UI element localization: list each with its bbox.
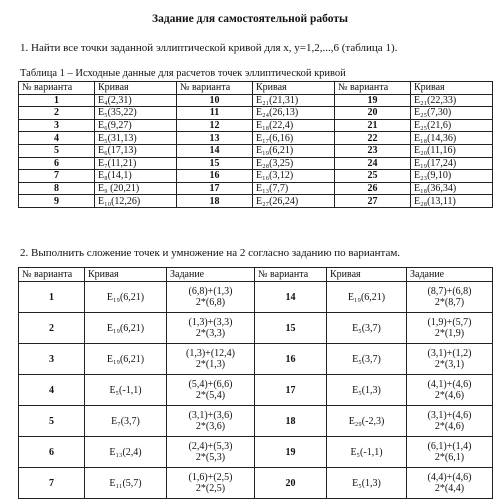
variant-number: 2 <box>19 107 95 120</box>
curve-cell: E₁₉(6,21) <box>85 282 167 313</box>
variant-number: 7 <box>19 468 85 499</box>
table-row <box>19 437 493 468</box>
task-addition: (8,7)+(6,8) <box>427 286 472 297</box>
task-cell <box>407 437 493 468</box>
task-addition: (4,1)+(4,6) <box>427 379 472 390</box>
curve-cell: E₂₅(21,6) <box>411 119 493 132</box>
variant-number: 18 <box>255 406 327 437</box>
table-2-header-cell: № варианта <box>19 268 85 282</box>
table-1-header-cell: № варианта <box>19 82 95 95</box>
task-cell <box>167 313 255 344</box>
task-doubling: 2*(3,6) <box>195 421 226 432</box>
table-1-caption: Таблица 1 – Исходные данные для расчетов точек эллиптической кривой <box>20 68 346 79</box>
task-cell <box>167 282 255 313</box>
curve-cell: E₂₃(9,10) <box>411 170 493 183</box>
task-cell <box>167 406 255 437</box>
curve-cell: E₂₇(26,24) <box>253 195 335 208</box>
table-1-header-cell: Кривая <box>95 82 177 95</box>
table-row <box>19 132 493 145</box>
task-cell <box>407 375 493 406</box>
variant-number: 4 <box>19 375 85 406</box>
curve-cell: E₁₈(22,4) <box>253 119 335 132</box>
curve-cell: E₂₄(26,13) <box>253 107 335 120</box>
table-row <box>19 406 493 437</box>
variant-number: 15 <box>255 313 327 344</box>
variant-number: 23 <box>335 144 411 157</box>
curve-cell: E₂₈(13,11) <box>411 195 493 208</box>
curve-cell: E₇(3,7) <box>85 406 167 437</box>
task-addition: (2,4)+(5,3) <box>188 441 233 452</box>
table-row <box>19 119 493 132</box>
table-1-header-cell: Кривая <box>253 82 335 95</box>
table-1 <box>18 81 493 208</box>
curve-cell: E₁₃(2,4) <box>85 437 167 468</box>
task-doubling: 2*(3,1) <box>434 359 465 370</box>
task-addition: (3,1)+(4,6) <box>427 410 472 421</box>
variant-number: 24 <box>335 157 411 170</box>
table-row <box>19 94 493 107</box>
variant-number: 22 <box>335 132 411 145</box>
curve-cell: E₁₃(7,7) <box>253 182 335 195</box>
curve-cell: E₁₈(14,36) <box>411 132 493 145</box>
task-cell <box>167 468 255 499</box>
curve-cell: E₅(-1,1) <box>327 437 407 468</box>
task-addition: (4,4)+(4,6) <box>427 472 472 483</box>
curve-cell: E₅(-1,1) <box>85 375 167 406</box>
task-cell <box>167 375 255 406</box>
task-cell <box>407 468 493 499</box>
task-cell <box>407 406 493 437</box>
curve-cell: E₂₁(21,31) <box>253 94 335 107</box>
variant-number: 25 <box>335 170 411 183</box>
curve-cell: E₂₁(22,33) <box>411 94 493 107</box>
curve-cell: E₁₉(6,21) <box>253 144 335 157</box>
table-1-header-cell: № варианта <box>177 82 253 95</box>
task-doubling: 2*(2,5) <box>195 483 226 494</box>
variant-number: 3 <box>19 119 95 132</box>
task-cell <box>167 344 255 375</box>
table-row <box>19 182 493 195</box>
curve-cell: E₄(2,31) <box>95 94 177 107</box>
curve-cell: E₂₀(11,16) <box>411 144 493 157</box>
curve-cell: E₂₉(-2,3) <box>327 406 407 437</box>
variant-number: 19 <box>335 94 411 107</box>
task-cell <box>167 437 255 468</box>
variant-number: 4 <box>19 132 95 145</box>
table-1-header-row <box>19 82 493 95</box>
task-doubling: 2*(1,9) <box>434 328 465 339</box>
variant-number: 26 <box>335 182 411 195</box>
table-row <box>19 344 493 375</box>
variant-number: 19 <box>255 437 327 468</box>
task-doubling: 2*(4,4) <box>434 483 465 494</box>
task-cell <box>407 282 493 313</box>
task-doubling: 2*(6,1) <box>434 452 465 463</box>
curve-cell: E₉ (20,21) <box>95 182 177 195</box>
variant-number: 8 <box>19 182 95 195</box>
table-row <box>19 107 493 120</box>
curve-cell: E₈(14,1) <box>95 170 177 183</box>
curve-cell: E₁₉(6,21) <box>85 313 167 344</box>
curve-cell: E₂₅(7,30) <box>411 107 493 120</box>
table-row <box>19 375 493 406</box>
table-row <box>19 157 493 170</box>
table-2-header-cell: Задание <box>167 268 255 282</box>
curve-cell: E₁₀(12,26) <box>95 195 177 208</box>
curve-cell: E₁₇(6,16) <box>253 132 335 145</box>
task-addition: (5,4)+(6,6) <box>188 379 233 390</box>
task-addition: (1,3)+(12,4) <box>186 348 235 359</box>
curve-cell: E₁₉(6,21) <box>85 344 167 375</box>
task-addition: (1,3)+(3,3) <box>188 317 233 328</box>
variant-number: 14 <box>177 144 253 157</box>
variant-number: 27 <box>335 195 411 208</box>
task-doubling: 2*(6,8) <box>195 297 226 308</box>
task-2-text: 2. Выполнить сложение точек и умножение на 2 согласно заданию по вариантам. <box>20 247 401 259</box>
curve-cell: E₇(11,21) <box>95 157 177 170</box>
variant-number: 7 <box>19 170 95 183</box>
variant-number: 15 <box>177 157 253 170</box>
curve-cell: E₅(1,3) <box>327 468 407 499</box>
table-1-header-cell: № варианта <box>335 82 411 95</box>
task-doubling: 2*(3,3) <box>195 328 226 339</box>
curve-cell: E₁₆(3,12) <box>253 170 335 183</box>
variant-number: 1 <box>19 282 85 313</box>
table-2-header-row <box>19 268 493 282</box>
variant-number: 17 <box>177 182 253 195</box>
curve-cell: E₆(9,27) <box>95 119 177 132</box>
curve-cell: E₆(17,13) <box>95 144 177 157</box>
task-addition: (1,6)+(2,5) <box>188 472 233 483</box>
variant-number: 16 <box>177 170 253 183</box>
task-addition: (3,1)+(1,2) <box>427 348 472 359</box>
variant-number: 14 <box>255 282 327 313</box>
variant-number: 11 <box>177 107 253 120</box>
table-2-header-cell: Кривая <box>85 268 167 282</box>
curve-cell: E₁₉(6,21) <box>327 282 407 313</box>
task-doubling: 2*(8,7) <box>434 297 465 308</box>
variant-number: 20 <box>255 468 327 499</box>
table-2 <box>18 267 493 499</box>
table-1-header-cell: Кривая <box>411 82 493 95</box>
table-row <box>19 144 493 157</box>
task-cell <box>407 344 493 375</box>
task-doubling: 2*(1,3) <box>195 359 226 370</box>
task-doubling: 2*(4,6) <box>434 421 465 432</box>
task-doubling: 2*(5,4) <box>195 390 226 401</box>
task-addition: (6,1)+(1,4) <box>427 441 472 452</box>
table-2-header-cell: № варианта <box>255 268 327 282</box>
variant-number: 9 <box>19 195 95 208</box>
table-row <box>19 313 493 344</box>
variant-number: 18 <box>177 195 253 208</box>
task-addition: (6,8)+(1,3) <box>188 286 233 297</box>
table-row <box>19 282 493 313</box>
variant-number: 17 <box>255 375 327 406</box>
variant-number: 5 <box>19 144 95 157</box>
variant-number: 6 <box>19 437 85 468</box>
table-row <box>19 195 493 208</box>
curve-cell: E₅(3,7) <box>327 344 407 375</box>
table-row <box>19 468 493 499</box>
curve-cell: E₂₈(3,25) <box>253 157 335 170</box>
variant-number: 6 <box>19 157 95 170</box>
table-2-header-cell: Кривая <box>327 268 407 282</box>
variant-number: 21 <box>335 119 411 132</box>
curve-cell: E₁₈(36,34) <box>411 182 493 195</box>
task-doubling: 2*(4,6) <box>434 390 465 401</box>
table-2-header-cell: Задание <box>407 268 493 282</box>
variant-number: 12 <box>177 119 253 132</box>
task-addition: (3,1)+(3,6) <box>188 410 233 421</box>
variant-number: 2 <box>19 313 85 344</box>
curve-cell: E₅(31,13) <box>95 132 177 145</box>
variant-number: 16 <box>255 344 327 375</box>
task-cell <box>407 313 493 344</box>
curve-cell: E₅(3,7) <box>327 313 407 344</box>
curve-cell: E₁₉(17,24) <box>411 157 493 170</box>
variant-number: 10 <box>177 94 253 107</box>
variant-number: 13 <box>177 132 253 145</box>
variant-number: 3 <box>19 344 85 375</box>
page-title: Задание для самостоятельной работы <box>152 13 348 25</box>
task-doubling: 2*(5,3) <box>195 452 226 463</box>
task-1-text: 1. Найти все точки заданной эллиптической кривой для x, y=1,2,...,6 (таблица 1). <box>20 42 398 54</box>
curve-cell: E₅(35,22) <box>95 107 177 120</box>
task-addition: (1,9)+(5,7) <box>427 317 472 328</box>
curve-cell: E₁₁(5,7) <box>85 468 167 499</box>
variant-number: 1 <box>19 94 95 107</box>
variant-number: 5 <box>19 406 85 437</box>
curve-cell: E₅(1,3) <box>327 375 407 406</box>
table-row <box>19 170 493 183</box>
variant-number: 20 <box>335 107 411 120</box>
